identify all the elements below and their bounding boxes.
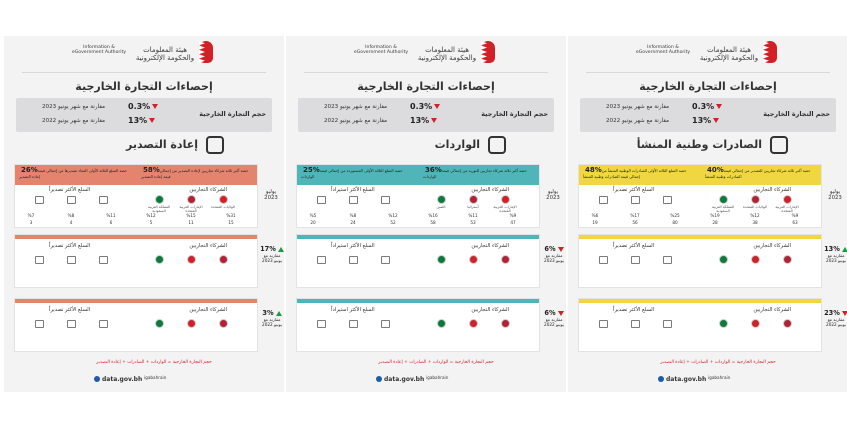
- share-cell: %15: [186, 213, 196, 218]
- share-cell: %5: [309, 213, 317, 218]
- change-value: 3%: [262, 309, 274, 317]
- social-handle[interactable]: igabahrain: [144, 375, 167, 380]
- row-color-band: [579, 235, 821, 239]
- country-flag-icon: [437, 195, 446, 204]
- top-partners-pct: 36%: [425, 166, 442, 174]
- goods-icon: [663, 256, 672, 264]
- country-flag-icon: [437, 319, 446, 328]
- partner-name: الإمارات العربية المتحدة: [179, 205, 203, 213]
- goods-icon: [663, 320, 672, 328]
- share-cell: %11: [468, 213, 478, 218]
- country-flag-icon: [155, 319, 164, 328]
- compare-word: مقارنة مع: [263, 317, 281, 322]
- goods-title: السلع الأكثر تصديراً: [49, 243, 91, 249]
- top-goods-share: [301, 167, 413, 180]
- panel-footer: [4, 374, 284, 390]
- share-cell: %31: [226, 213, 236, 218]
- country-flag-icon: [437, 255, 446, 264]
- goods-icon: [317, 320, 326, 328]
- trade-volume-summary: [580, 98, 836, 132]
- value-cell: 47: [510, 220, 516, 225]
- site-logo-icon: [94, 376, 100, 382]
- goods-title: السلع الأكثر تصديراً: [49, 187, 91, 193]
- volume-label: حجم التجارة الخارجية: [763, 110, 830, 118]
- year-label: يوليو 2023: [264, 189, 278, 201]
- trend-arrow-icon: [842, 311, 847, 316]
- row-header-band: [297, 165, 539, 185]
- top-goods-text: حصة السلع الثلاثة الأولى المعاد تصديرها من إجمالي قيمة إعادة التصدير: [19, 168, 127, 179]
- top-goods-pct: 26%: [21, 166, 38, 174]
- partners-title: الشركاء التجاريين: [189, 307, 227, 313]
- down-arrow-icon: [713, 118, 719, 123]
- goods-icon: [349, 320, 358, 328]
- compare-word: مقارنة مع: [545, 253, 563, 258]
- page-title: إحصاءات التجارة الخارجية: [75, 80, 213, 93]
- value-cell: 6: [109, 220, 113, 225]
- section-title: الصادرات وطنية المنشأ: [636, 138, 762, 151]
- country-flag-icon: [783, 319, 792, 328]
- goods-icon: [99, 256, 108, 264]
- volume-change-1-value: 0.3%: [128, 102, 151, 111]
- footnote: حجم التجارة الخارجية = الواردات + الصادرات + إعادة التصدير: [378, 360, 494, 365]
- value-row: [583, 220, 817, 226]
- goods-title: السلع الأكثر استيراداً: [331, 243, 375, 249]
- site-link[interactable]: data.gov.bh: [666, 376, 707, 383]
- top-partners-text: حصة أكبر ثلاثة شركاء تجاريين لإعادة التصدير من إجمالي قيمة إعادة التصدير: [141, 168, 249, 179]
- country-flag-icon: [219, 319, 228, 328]
- share-cell: %11: [106, 213, 116, 218]
- share-cell: %16: [428, 213, 438, 218]
- change-value: 17%: [260, 245, 276, 253]
- brand-name-ar: هيئة المعلومات والحكومة الإلكترونية: [135, 46, 195, 62]
- partners-title: الشركاء التجاريين: [189, 187, 227, 193]
- country-flag-icon: [719, 255, 728, 264]
- site-link[interactable]: data.gov.bh: [102, 376, 143, 383]
- bahrain-crest-icon: [763, 41, 777, 63]
- comparison-row: [296, 298, 564, 352]
- top-partners-share: [705, 167, 817, 180]
- year-label: يوليو 2023: [828, 189, 842, 201]
- brand-name-en: Information & eGovernment Authority: [635, 45, 691, 56]
- share-cell: %12: [388, 213, 398, 218]
- change-value: 6%: [544, 245, 556, 253]
- goods-icon: [599, 196, 608, 204]
- top-goods-pct: 25%: [303, 166, 320, 174]
- brand-name-en: Information & eGovernment Authority: [353, 45, 409, 56]
- top-partners-text: حصة أكبر ثلاثة شركاء تجاريين للتوريد من إجمالي قيمة الواردات: [423, 168, 527, 179]
- top-goods-text: حصة السلع الثلاثة الأولى للصادرات الوطنية المنشأ من إجمالي قيمة الصادرات وطنية المنشأ: [583, 168, 687, 179]
- share-cell: %9: [791, 213, 799, 218]
- goods-icon: [99, 320, 108, 328]
- country-flag-icon: [751, 255, 760, 264]
- share-row: [583, 213, 817, 219]
- partners-title: الشركاء التجاريين: [471, 187, 509, 193]
- goods-icon: [631, 320, 640, 328]
- value-cell: 53: [470, 220, 476, 225]
- goods-title: السلع الأكثر استيراداً: [331, 307, 375, 313]
- value-cell: 5: [149, 220, 153, 225]
- panel-footer: [286, 374, 566, 390]
- value-cell: 19: [592, 220, 598, 225]
- volume-label: حجم التجارة الخارجية: [481, 110, 548, 118]
- share-cell: %25: [670, 213, 680, 218]
- country-flag-icon: [501, 195, 510, 204]
- partner-name: المملكة العربية السعودية: [711, 205, 735, 213]
- compare-period: يونيو 2022: [544, 322, 564, 327]
- footnote: حجم التجارة الخارجية = الواردات + الصادرات + إعادة التصدير: [660, 360, 776, 365]
- partners-title: الشركاء التجاريين: [471, 243, 509, 249]
- share-cell: %9: [509, 213, 517, 218]
- goods-title: السلع الأكثر تصديراً: [613, 307, 655, 313]
- header-divider: [304, 72, 548, 73]
- goods-title: السلع الأكثر تصديراً: [613, 243, 655, 249]
- country-flag-icon: [469, 319, 478, 328]
- section-title: الواردات: [434, 138, 480, 151]
- compare-word: مقارنة مع: [827, 317, 845, 322]
- partner-name: الولايات المتحدة: [211, 205, 235, 209]
- change-value: 13%: [824, 245, 840, 253]
- row-header-band: [579, 165, 821, 185]
- share-cell: %8: [67, 213, 75, 218]
- change-badge: [542, 309, 566, 327]
- volume-change-2-value: 13%: [410, 116, 430, 125]
- volume-change-2: [692, 116, 719, 125]
- country-flag-icon: [155, 255, 164, 264]
- compare-period: يونيو 2023: [544, 258, 564, 263]
- row-color-band: [297, 235, 539, 239]
- goods-title: السلع الأكثر استيراداً: [331, 187, 375, 193]
- page-title: إحصاءات التجارة الخارجية: [639, 80, 777, 93]
- goods-icon: [67, 196, 76, 204]
- partner-name: المملكة العربية السعودية: [147, 205, 171, 213]
- top-goods-share: [583, 167, 695, 180]
- down-arrow-icon: [434, 104, 440, 109]
- comparison-row: [14, 164, 278, 228]
- change-value: 6%: [544, 309, 556, 317]
- volume-change-1: [128, 102, 158, 111]
- comparison-row: [296, 164, 560, 228]
- top-goods-text: حصة السلع الثلاثة الأولى المستوردة من إجمالي قيمة الواردات: [301, 168, 403, 179]
- share-cell: %6: [591, 213, 599, 218]
- site-logo-icon: [376, 376, 382, 382]
- header-divider: [586, 72, 830, 73]
- value-cell: 20: [310, 220, 316, 225]
- goods-icon: [381, 256, 390, 264]
- country-flag-icon: [187, 255, 196, 264]
- compare-word: مقارنة مع: [263, 253, 281, 258]
- country-flag-icon: [501, 255, 510, 264]
- year-label: يوليو 2023: [546, 189, 560, 201]
- change-badge: [824, 245, 847, 263]
- section-icon: [770, 136, 788, 154]
- country-flag-icon: [155, 195, 164, 204]
- trend-arrow-icon: [558, 247, 564, 252]
- share-row: [301, 213, 535, 219]
- compare-2: مقارنة مع شهر يونيو 2022: [42, 118, 106, 124]
- comparison-row: [578, 298, 846, 352]
- value-cell: 58: [430, 220, 436, 225]
- value-cell: 56: [632, 220, 638, 225]
- value-row: [19, 220, 253, 226]
- comparison-row: [578, 234, 846, 288]
- section-title: إعادة التصدير: [126, 138, 198, 151]
- country-flag-icon: [783, 195, 792, 204]
- goods-title: السلع الأكثر تصديراً: [49, 307, 91, 313]
- goods-icon: [67, 320, 76, 328]
- value-cell: 4: [69, 220, 73, 225]
- comparison-row: [14, 298, 282, 352]
- compare-period: يونيو 2023: [826, 258, 846, 263]
- panel-header: [568, 36, 847, 72]
- partner-name: الصين: [436, 205, 446, 209]
- country-flag-icon: [719, 195, 728, 204]
- partners-title: الشركاء التجاريين: [753, 187, 791, 193]
- row-color-band: [15, 235, 257, 239]
- top-partners-pct: 40%: [707, 166, 724, 174]
- panel-header: [4, 36, 284, 72]
- bahrain-crest-icon: [481, 41, 495, 63]
- partner-name: أستراليا: [467, 205, 479, 209]
- row-color-band: [579, 299, 821, 303]
- value-cell: 52: [390, 220, 396, 225]
- goods-icon: [35, 320, 44, 328]
- row-header-band: [15, 165, 257, 185]
- page-title: إحصاءات التجارة الخارجية: [357, 80, 495, 93]
- partners-title: الشركاء التجاريين: [471, 307, 509, 313]
- row-color-band: [297, 299, 539, 303]
- country-flag-icon: [501, 319, 510, 328]
- goods-icon: [99, 196, 108, 204]
- site-logo-icon: [658, 376, 664, 382]
- trend-arrow-icon: [276, 311, 282, 316]
- country-flag-icon: [187, 195, 196, 204]
- change-value: 23%: [824, 309, 840, 317]
- volume-change-1: [410, 102, 440, 111]
- share-cell: %7: [27, 213, 35, 218]
- share-cell: %8: [349, 213, 357, 218]
- goods-icon: [349, 196, 358, 204]
- volume-label: حجم التجارة الخارجية: [199, 110, 266, 118]
- section-icon: [488, 136, 506, 154]
- value-cell: 24: [350, 220, 356, 225]
- compare-1: مقارنة مع شهر يونيو 2023: [42, 104, 106, 110]
- brand-name-ar: هيئة المعلومات والحكومة الإلكترونية: [417, 46, 477, 62]
- brand-name-ar: هيئة المعلومات والحكومة الإلكترونية: [699, 46, 759, 62]
- comparison-row: [14, 234, 282, 288]
- goods-icon: [349, 256, 358, 264]
- goods-icon: [663, 196, 672, 204]
- compare-period: يونيو 2023: [262, 258, 282, 263]
- value-cell: 3: [29, 220, 33, 225]
- compare-2: مقارنة مع شهر يونيو 2022: [324, 118, 388, 124]
- partners-title: الشركاء التجاريين: [753, 243, 791, 249]
- country-flag-icon: [469, 195, 478, 204]
- volume-change-1-value: 0.3%: [692, 102, 715, 111]
- partners-title: الشركاء التجاريين: [753, 307, 791, 313]
- site-link[interactable]: data.gov.bh: [384, 376, 425, 383]
- trend-arrow-icon: [842, 247, 847, 252]
- value-cell: 80: [672, 220, 678, 225]
- change-badge: [824, 309, 847, 327]
- panel-footer: [568, 374, 847, 390]
- share-cell: %17: [630, 213, 640, 218]
- trade-volume-summary: [16, 98, 272, 132]
- down-arrow-icon: [716, 104, 722, 109]
- country-flag-icon: [751, 319, 760, 328]
- header-divider: [22, 72, 266, 73]
- social-handle[interactable]: igabahrain: [708, 375, 731, 380]
- top-partners-pct: 58%: [143, 166, 160, 174]
- goods-icon: [35, 256, 44, 264]
- down-arrow-icon: [149, 118, 155, 123]
- volume-change-2: [128, 116, 155, 125]
- brand-name-en: Information & eGovernment Authority: [71, 45, 127, 56]
- share-cell: %12: [750, 213, 760, 218]
- down-arrow-icon: [152, 104, 158, 109]
- country-flag-icon: [187, 319, 196, 328]
- trade-volume-summary: [298, 98, 554, 132]
- change-badge: [542, 245, 566, 263]
- trend-arrow-icon: [558, 311, 564, 316]
- infographic-panel: [4, 36, 284, 392]
- section-icon: [206, 136, 224, 154]
- country-flag-icon: [719, 319, 728, 328]
- down-arrow-icon: [431, 118, 437, 123]
- partner-name: الولايات المتحدة: [743, 205, 767, 209]
- volume-change-1: [692, 102, 722, 111]
- country-flag-icon: [219, 255, 228, 264]
- top-goods-share: [19, 167, 131, 180]
- value-row: [301, 220, 535, 226]
- compare-1: مقارنة مع شهر يونيو 2023: [606, 104, 670, 110]
- infographic-panel: [286, 36, 566, 392]
- compare-word: مقارنة مع: [827, 253, 845, 258]
- goods-title: السلع الأكثر تصديراً: [613, 187, 655, 193]
- comparison-row: [296, 234, 564, 288]
- compare-2: مقارنة مع شهر يونيو 2022: [606, 118, 670, 124]
- footnote: حجم التجارة الخارجية = الواردات + الصادرات + إعادة التصدير: [96, 360, 212, 365]
- compare-period: يونيو 2022: [262, 322, 282, 327]
- partner-name: الإمارات العربية المتحدة: [775, 205, 799, 213]
- volume-change-1-value: 0.3%: [410, 102, 433, 111]
- top-partners-text: حصة أكبر ثلاثة شركاء تجاريين للتصدير من إجمالي قيمة الصادرات وطنية المنشأ: [705, 168, 811, 179]
- row-color-band: [15, 299, 257, 303]
- volume-change-2: [410, 116, 437, 125]
- change-badge: [260, 309, 284, 327]
- comparison-row: [578, 164, 842, 228]
- country-flag-icon: [783, 255, 792, 264]
- compare-period: يونيو 2022: [826, 322, 846, 327]
- goods-icon: [35, 196, 44, 204]
- value-cell: 38: [752, 220, 758, 225]
- goods-icon: [599, 256, 608, 264]
- goods-icon: [317, 196, 326, 204]
- bahrain-crest-icon: [199, 41, 213, 63]
- volume-change-2-value: 13%: [692, 116, 712, 125]
- value-cell: 63: [792, 220, 798, 225]
- share-cell: %19: [710, 213, 720, 218]
- top-goods-pct: 48%: [585, 166, 602, 174]
- goods-icon: [631, 196, 640, 204]
- top-partners-share: [423, 167, 535, 180]
- goods-icon: [631, 256, 640, 264]
- country-flag-icon: [219, 195, 228, 204]
- goods-icon: [599, 320, 608, 328]
- trend-arrow-icon: [278, 247, 284, 252]
- value-cell: 11: [188, 220, 194, 225]
- infographic-panel: [568, 36, 847, 392]
- panel-header: [286, 36, 566, 72]
- country-flag-icon: [469, 255, 478, 264]
- partners-title: الشركاء التجاريين: [189, 243, 227, 249]
- partner-name: الإمارات العربية المتحدة: [493, 205, 517, 213]
- country-flag-icon: [751, 195, 760, 204]
- top-partners-share: [141, 167, 253, 180]
- share-row: [19, 213, 253, 219]
- value-cell: 28: [712, 220, 718, 225]
- compare-1: مقارنة مع شهر يونيو 2023: [324, 104, 388, 110]
- social-handle[interactable]: igabahrain: [426, 375, 449, 380]
- goods-icon: [381, 320, 390, 328]
- volume-change-2-value: 13%: [128, 116, 148, 125]
- goods-icon: [67, 256, 76, 264]
- goods-icon: [317, 256, 326, 264]
- value-cell: 15: [228, 220, 234, 225]
- compare-word: مقارنة مع: [545, 317, 563, 322]
- share-cell: %12: [146, 213, 156, 218]
- change-badge: [260, 245, 284, 263]
- goods-icon: [381, 196, 390, 204]
